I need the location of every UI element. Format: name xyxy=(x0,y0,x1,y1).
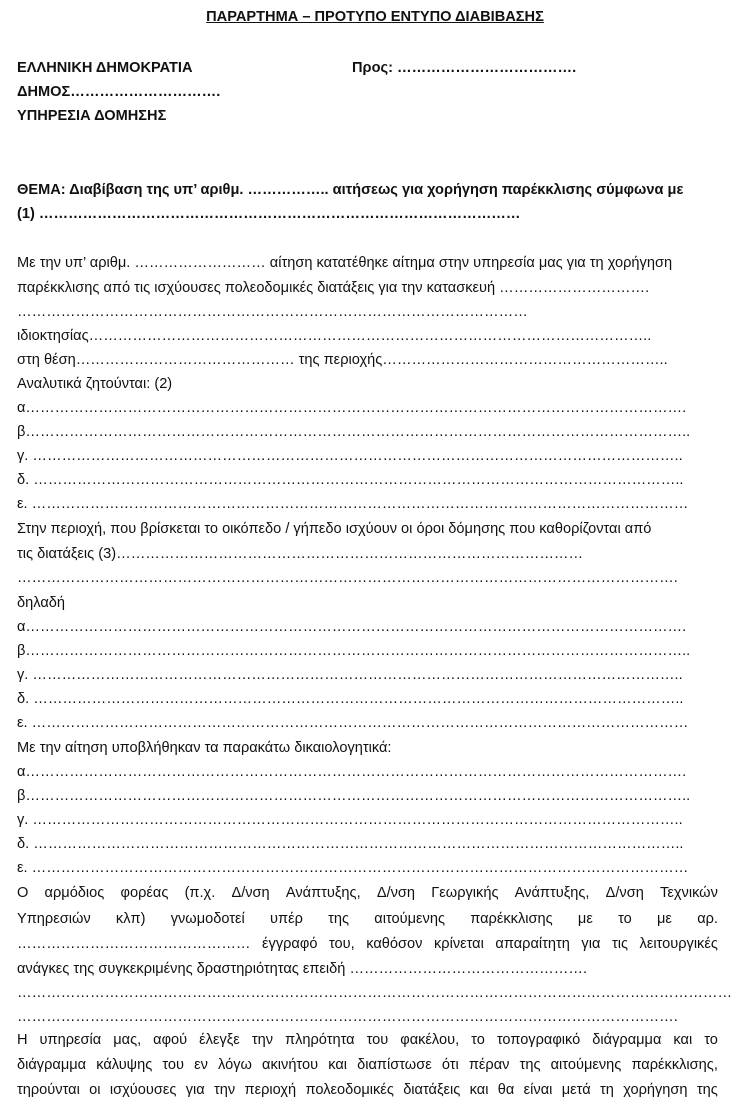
word: διαπίστωσε xyxy=(357,1057,432,1073)
word: Υπηρεσιών xyxy=(17,911,91,927)
word: το xyxy=(704,1032,718,1048)
word: κάλυψης xyxy=(96,1057,153,1073)
word: την xyxy=(214,1082,236,1098)
agency-line-2 xyxy=(17,911,718,928)
documents-heading: Με την αίτηση υποβλήθηκαν τα παρακάτω δικαιολογητικά: xyxy=(17,740,392,756)
document-item-c: γ. …………………………………………………………………………………………………………………….. xyxy=(17,812,683,828)
word: ακινήτου xyxy=(262,1057,319,1073)
word: διατάξεις xyxy=(403,1082,461,1098)
word: για xyxy=(185,1082,205,1098)
word: έγγραφό xyxy=(262,936,318,952)
word: πολεοδομικές xyxy=(305,1082,394,1098)
agency-line-1 xyxy=(17,885,718,902)
word: αρ. xyxy=(697,911,718,927)
area-line-1: Στην περιοχή, που βρίσκεται το οικόπεδο / γήπεδο ισχύουν οι όροι δόμησης που καθορίζονται από xyxy=(17,521,652,537)
word: αφού xyxy=(153,1032,188,1048)
word: και xyxy=(469,1082,489,1098)
word: την xyxy=(251,1032,273,1048)
agency-line-5: ………………………………………………………………………………………………………………………………… xyxy=(17,985,733,1001)
word: Δ/νση xyxy=(231,885,270,901)
word: περιοχή xyxy=(244,1082,297,1098)
requested-item-c: γ. …………………………………………………………………………………………………………………….. xyxy=(17,448,683,464)
requested-heading: Αναλυτικά ζητούνται: (2) xyxy=(17,376,173,392)
namely-item-e: ε. ……………………………………………………………………………………………………………………… xyxy=(17,715,689,731)
municipality-field: ΔΗΜΟΣ…………………………. xyxy=(17,84,221,100)
ownership-line: ιδιοκτησίας…………………………………………………………………………………………………….. xyxy=(17,328,652,344)
word: το xyxy=(618,911,632,927)
word: πληρότητα xyxy=(285,1032,355,1048)
word: καθόσον xyxy=(366,936,423,952)
word: και xyxy=(328,1057,348,1073)
word: πέραν xyxy=(468,1057,510,1073)
word: Δ/νση xyxy=(605,885,644,901)
word: είναι xyxy=(523,1082,553,1098)
word: Τεχνικών xyxy=(660,885,718,901)
word: Ανάπτυξης, xyxy=(514,885,590,901)
page-title: ΠΑΡΑΡΤΗΜΑ – ΠΡΟΤΥΠΟ ΕΝΤΥΠΟ ΔΙΑΒΙΒΑΣΗΣ xyxy=(206,9,544,25)
republic-heading: ΕΛΛΗΝΙΚΗ ΔΗΜΟΚΡΑΤΙΑ xyxy=(17,60,193,76)
word: οι xyxy=(89,1082,101,1098)
agency-line-6: ………………………………………………………………………………………………………………………. xyxy=(17,1009,678,1025)
word: του, xyxy=(328,936,355,952)
word: υπέρ xyxy=(270,911,303,927)
namely-heading: δηλαδή xyxy=(17,595,65,611)
word: ότι xyxy=(441,1057,459,1073)
requested-item-a: α………………………………………………………………………………………………………………………. xyxy=(17,400,687,416)
word: της xyxy=(519,1057,541,1073)
namely-item-c: γ. …………………………………………………………………………………………………………………….. xyxy=(17,667,683,683)
subject-line-2: (1) ……………………………………………………………………………………… xyxy=(17,206,521,222)
area-line-2: τις διατάξεις (3)…………………………………………………………………………………… xyxy=(17,546,584,562)
document-item-b: β……………………………………………………………………………………………………………………….. xyxy=(17,788,691,804)
namely-item-b: β……………………………………………………………………………………………………………………….. xyxy=(17,643,691,659)
word: μετά xyxy=(561,1082,591,1098)
agency-line-4: ανάγκες της συγκεκριμένης δραστηριότητας επειδή …………………………………………. xyxy=(17,961,588,977)
word: λειτουργικές xyxy=(639,936,718,952)
word: μας, xyxy=(113,1032,142,1048)
word: διάγραμμα xyxy=(17,1057,87,1073)
check-line-2 xyxy=(17,1057,718,1074)
word: παρέκκλισης xyxy=(470,911,553,927)
word: αιτούμενης xyxy=(550,1057,622,1073)
document-item-d: δ. …………………………………………………………………………………………………………………….. xyxy=(17,836,684,852)
requested-item-d: δ. …………………………………………………………………………………………………………………….. xyxy=(17,472,684,488)
word: με xyxy=(657,911,672,927)
word: κρίνεται xyxy=(433,936,484,952)
word: αιτούμενης xyxy=(374,911,445,927)
service-heading: ΥΠΗΡΕΣΙΑ ΔΟΜΗΣΗΣ xyxy=(17,108,167,124)
word: γνωμοδοτεί xyxy=(170,911,245,927)
intro-line-1: Με την υπ’ αριθμ. ……………………… αίτηση κατατέθηκε αίτημα στην υπηρεσία μας για τη χορήγηση xyxy=(17,255,673,271)
word: της xyxy=(696,1082,718,1098)
requested-item-b: β……………………………………………………………………………………………………………………….. xyxy=(17,424,691,440)
word: Ο xyxy=(17,885,29,901)
word: εν xyxy=(194,1057,208,1073)
word: ………………………………………… xyxy=(17,936,251,952)
word: λόγω xyxy=(218,1057,252,1073)
word: για xyxy=(581,936,601,952)
word: φορέας xyxy=(120,885,169,901)
word: Δ/νση xyxy=(376,885,416,901)
requested-item-e: ε. ……………………………………………………………………………………………………………………… xyxy=(17,496,689,512)
document-item-a: α………………………………………………………………………………………………………………………. xyxy=(17,764,687,780)
namely-item-a: α………………………………………………………………………………………………………………………. xyxy=(17,619,687,635)
word: παρέκκλισης, xyxy=(631,1057,718,1073)
intro-line-2: παρέκκλισης από τις ισχύουσες πολεοδομικές διατάξεις για την κατασκευή …………………………. xyxy=(17,280,650,296)
word: φακέλου, xyxy=(400,1032,460,1048)
word: τις xyxy=(611,936,628,952)
word: Η xyxy=(17,1032,28,1048)
word: της xyxy=(328,911,350,927)
word: (π.χ. xyxy=(184,885,216,901)
word: Ανάπτυξης, xyxy=(285,885,361,901)
word: του xyxy=(162,1057,185,1073)
check-line-1 xyxy=(17,1032,718,1049)
word: διάγραμμα xyxy=(592,1032,662,1048)
word: τοπογραφικό xyxy=(496,1032,581,1048)
word: αρμόδιος xyxy=(44,885,105,901)
word: έλεγξε xyxy=(199,1032,240,1048)
word: του xyxy=(366,1032,389,1048)
namely-item-d: δ. …………………………………………………………………………………………………………………….. xyxy=(17,691,684,707)
word: με xyxy=(577,911,593,927)
intro-line-3: …………………………………………………………………………………………… xyxy=(17,304,528,320)
area-line-3: ………………………………………………………………………………………………………………………. xyxy=(17,570,678,586)
subject-line-1: ΘΕΜΑ: Διαβίβαση της υπ’ αριθμ. …………….. αιτήσεως για χορήγηση παρέκκλισης σύμφωνα με xyxy=(17,182,684,198)
recipient-field: Προς: ………………………………. xyxy=(352,60,577,76)
agency-line-3 xyxy=(17,936,718,953)
document-item-e: ε. ……………………………………………………………………………………………………………………… xyxy=(17,860,689,876)
word: υπηρεσία xyxy=(39,1032,102,1048)
word: κλπ) xyxy=(115,911,146,927)
word: και xyxy=(673,1032,693,1048)
word: θα xyxy=(497,1082,515,1098)
word: το xyxy=(471,1032,485,1048)
location-line: στη θέση……………………………………… της περιοχής………………………………………………….. xyxy=(17,352,668,368)
word: απαραίτητη xyxy=(495,936,570,952)
word: Γεωργικής xyxy=(431,885,499,901)
word: χορήγηση xyxy=(623,1082,688,1098)
word: ισχύουσες xyxy=(109,1082,177,1098)
word: τη xyxy=(599,1082,614,1098)
word: τηρούνται xyxy=(17,1082,80,1098)
check-line-3 xyxy=(17,1082,718,1099)
